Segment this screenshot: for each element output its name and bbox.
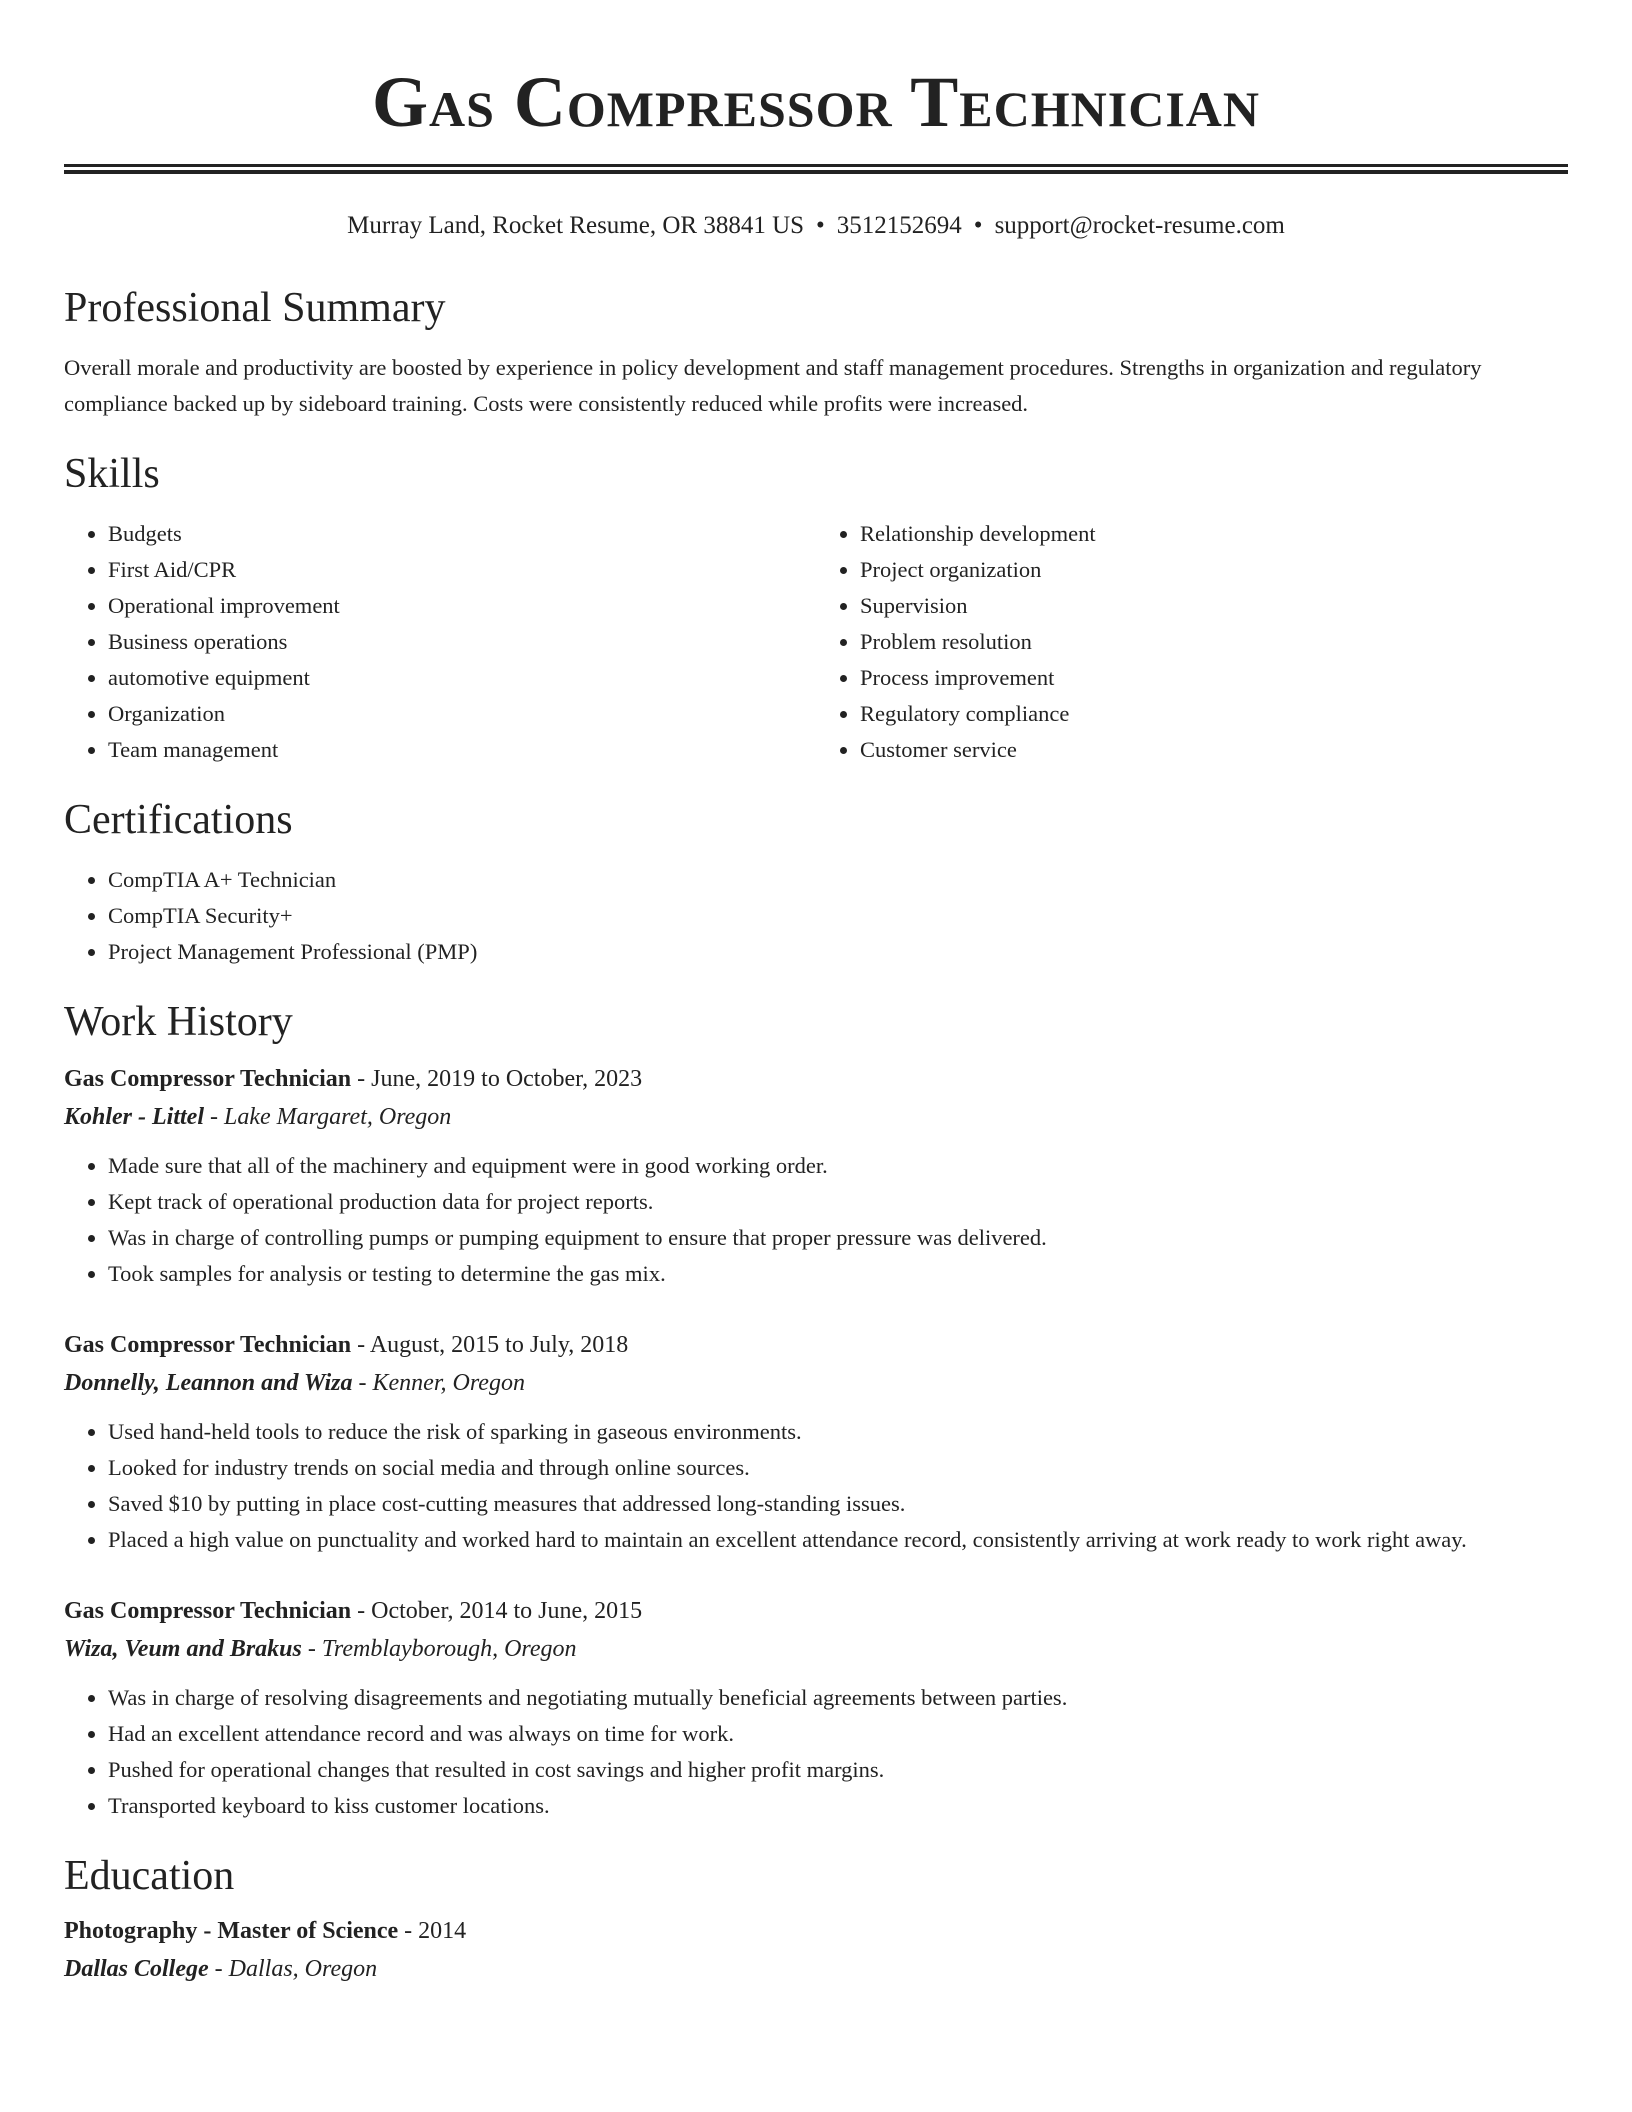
job-bullet: • Transported keyboard to kiss customer locations. [108, 1788, 1568, 1824]
summary-text: Overall morale and productivity are boosted by experience in policy development and staff management procedures. Strengths in organization and regulatory compliance backed up by sideboard training. Costs were consistently reduced while profits were increased. [64, 355, 1482, 416]
skill-item: • Supervision [860, 588, 1568, 624]
job-location: Lake Margaret, Oregon [224, 1104, 452, 1130]
skill-item: • Project organization [860, 552, 1568, 588]
skills-list-right [816, 516, 1568, 768]
education-heading: Education [64, 1853, 235, 1899]
job-bullet: • Looked for industry trends on social media and through online sources. [108, 1450, 1568, 1486]
job-bullet: • Used hand-held tools to reduce the risk of sparking in gaseous environments. [108, 1414, 1568, 1450]
job-bullets [64, 1414, 1568, 1558]
contact-email: support@rocket-resume.com [994, 212, 1285, 239]
work-history-heading: Work History [64, 999, 293, 1045]
certification-item: • Project Management Professional (PMP) [108, 934, 1568, 970]
job-company-line: Wiza, Veum and Brakus - Tremblayborough, Oregon [64, 1636, 577, 1662]
school-name: Dallas College [64, 1956, 209, 1982]
certifications-list [64, 862, 1568, 970]
skill-item: • Budgets [108, 516, 816, 552]
degree-year: 2014 [418, 1918, 467, 1944]
skill-item: • Operational improvement [108, 588, 816, 624]
skills-heading: Skills [64, 451, 160, 497]
job-location: Tremblayborough, Oregon [321, 1636, 577, 1662]
skills-list-left [64, 516, 816, 768]
job-title: Gas Compressor Technician [64, 1332, 352, 1358]
title-divider [64, 164, 1568, 174]
job-title-line: Gas Compressor Technician - August, 2015 to July, 2018 [64, 1332, 629, 1358]
skills-columns [64, 516, 1568, 768]
skill-item: • Regulatory compliance [860, 696, 1568, 732]
education-entry [64, 1912, 1568, 1988]
job-dates: October, 2014 to June, 2015 [371, 1598, 643, 1624]
skill-item: • First Aid/CPR [108, 552, 816, 588]
contact-address: Murray Land, Rocket Resume, OR 38841 US [347, 212, 805, 239]
skill-item: • Process improvement [860, 660, 1568, 696]
job-title: Gas Compressor Technician [64, 1066, 352, 1092]
skill-item: • Customer service [860, 732, 1568, 768]
school-line: Dallas College - Dallas, Oregon [64, 1956, 378, 1982]
job-title: Gas Compressor Technician [64, 1598, 352, 1624]
job-bullet: • Was in charge of controlling pumps or pumping equipment to ensure that proper pressure was delivered. [108, 1220, 1568, 1256]
job-bullets [64, 1148, 1568, 1292]
job-bullet: • Made sure that all of the machinery and equipment were in good working order. [108, 1148, 1568, 1184]
job-title-line: Gas Compressor Technician - June, 2019 to October, 2023 [64, 1066, 643, 1092]
skill-item: • automotive equipment [108, 660, 816, 696]
degree-line: Photography - Master of Science - 2014 [64, 1918, 467, 1944]
job-bullet: • Pushed for operational changes that resulted in cost savings and higher profit margins. [108, 1752, 1568, 1788]
job-company: Donnelly, Leannon and Wiza [64, 1370, 353, 1396]
school-location: Dallas, Oregon [228, 1956, 378, 1982]
job-entry [64, 1326, 1568, 1558]
job-bullet: • Saved $10 by putting in place cost-cutting measures that addressed long-standing issues. [108, 1486, 1568, 1522]
job-entry [64, 1060, 1568, 1292]
skill-item: • Problem resolution [860, 624, 1568, 660]
skill-item: • Relationship development [860, 516, 1568, 552]
job-bullets [64, 1680, 1568, 1824]
job-company-line: Kohler - Littel - Lake Margaret, Oregon [64, 1104, 452, 1130]
contact-separator: • [973, 212, 983, 239]
skill-item: • Organization [108, 696, 816, 732]
skill-item: • Business operations [108, 624, 816, 660]
certification-item: • CompTIA Security+ [108, 898, 1568, 934]
skill-item: • Team management [108, 732, 816, 768]
job-bullet: • Was in charge of resolving disagreements and negotiating mutually beneficial agreements between parties. [108, 1680, 1568, 1716]
job-dates: June, 2019 to October, 2023 [371, 1066, 643, 1092]
contact-phone: 3512152694 [836, 212, 962, 239]
job-company: Kohler - Littel [64, 1104, 204, 1130]
certification-item: • CompTIA A+ Technician [108, 862, 1568, 898]
contact-separator: • [816, 212, 825, 239]
job-bullet: • Kept track of operational production data for project reports. [108, 1184, 1568, 1220]
job-bullet: • Took samples for analysis or testing to determine the gas mix. [108, 1256, 1568, 1292]
contact-line [64, 210, 1568, 242]
job-bullet: • Placed a high value on punctuality and worked hard to maintain an excellent attendance record, consistently arriving at work ready to work right away. [108, 1522, 1568, 1558]
degree-name: Photography - Master of Science [64, 1918, 399, 1944]
job-company: Wiza, Veum and Brakus [64, 1636, 302, 1662]
job-dates: August, 2015 to July, 2018 [369, 1332, 629, 1358]
job-company-line: Donnelly, Leannon and Wiza - Kenner, Oregon [64, 1370, 525, 1396]
job-bullet: • Had an excellent attendance record and was always on time for work. [108, 1716, 1568, 1752]
certifications-heading: Certifications [64, 797, 293, 843]
resume-title: Gas Compressor Technician [371, 62, 1261, 142]
summary-heading: Professional Summary [64, 285, 446, 331]
job-entry [64, 1592, 1568, 1824]
job-location: Kenner, Oregon [372, 1370, 525, 1396]
job-title-line: Gas Compressor Technician - October, 2014 to June, 2015 [64, 1598, 643, 1624]
